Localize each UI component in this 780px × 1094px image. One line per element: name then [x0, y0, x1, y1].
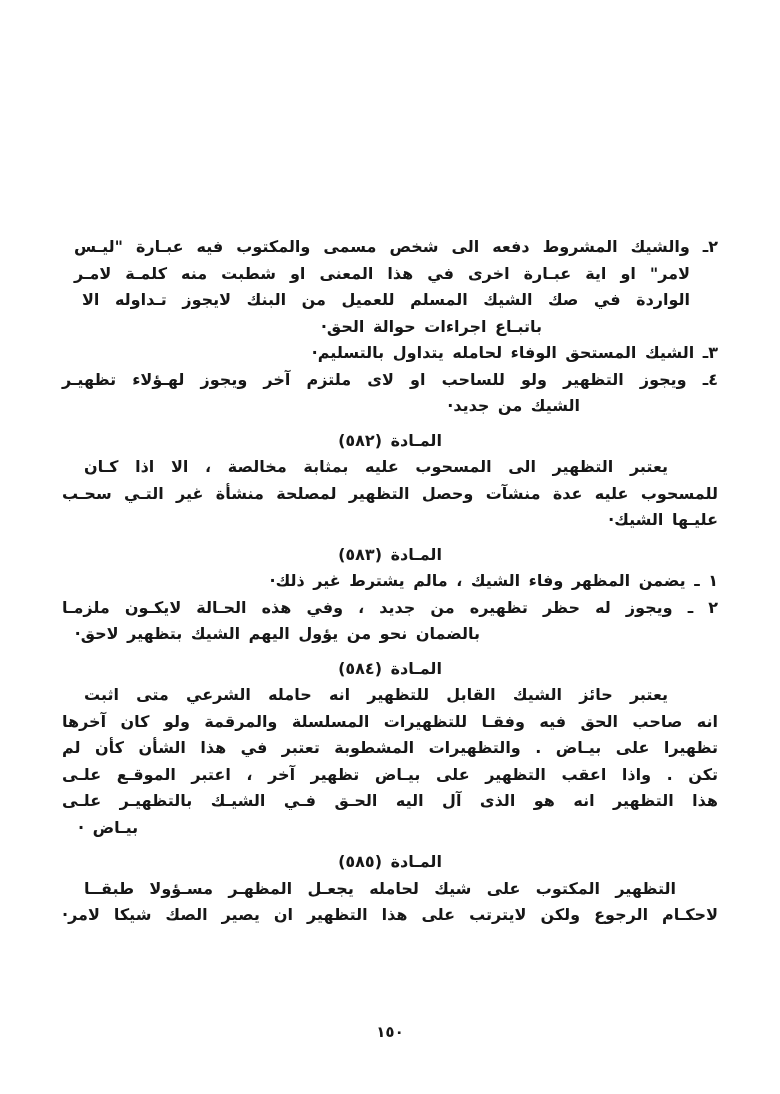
text-line: عليـها الشيك·	[608, 510, 718, 529]
text-line: ٣ـ الشيك المستحق الوفاء لحامله يتداول بالتسليم·	[311, 343, 718, 362]
text-line: تظهيرا على بيـاض . والتظهيرات المشطوبة تعتبر في هذا الشأن كأن لم	[62, 738, 718, 757]
text-line: ٤ـ ويجوز التظهير ولو للساحب او لاى ملتزم آخر ويجوز لهـؤلاء تظهيـر	[62, 369, 718, 389]
article-583-body	[62, 568, 718, 648]
text-line: التظهير المكتوب على شيك لحامله يجعـل المظهـر مسـؤولا طبقــا	[84, 878, 676, 898]
article-585-body	[62, 876, 718, 929]
text-line: بالضمان نحو من يؤول اليهم الشيك بتظهير لاحق·	[74, 624, 480, 643]
article-582-heading: المـادة (٥٨٢)	[338, 430, 442, 450]
text-line: لامر" او اية عبـارة اخرى في هذا المعنى او شطبت منه كلمـة لامـر	[74, 263, 690, 283]
text-line: ١ ـ يضمن المظهر وفاء الشيك ، مالم يشترط غير ذلك·	[269, 571, 718, 590]
text-line: باتبـاع اجراءات حوالة الحق·	[320, 316, 542, 336]
text-line: ٢ ـ ويجوز له حظر تظهيره من جديد ، وفي هذه الحـالة لايكـون ملزمـا	[62, 597, 718, 617]
text-line: بيـاض ·	[78, 817, 139, 837]
article-584-heading: المـادة (٥٨٤)	[338, 658, 442, 678]
article-582-body	[62, 454, 718, 534]
article-584-body	[62, 682, 718, 841]
text-line: الواردة في صك الشيك المسلم للعميل من البنك لايجوز تـداوله الا	[82, 290, 690, 309]
text-line: الشيك من جديد·	[447, 396, 580, 415]
text-line: يعتبر حائز الشيك القابل للتظهير انه حامله الشرعي متى اثبت	[84, 685, 668, 704]
document-content	[62, 234, 718, 929]
article-585-heading: المـادة (٥٨٥)	[338, 852, 442, 871]
text-line: ٢ـ والشيك المشروط دفعه الى شخص مسمى والمكتوب فيه عبـارة "ليـس	[74, 237, 718, 256]
text-line: انه صاحب الحق فيه وفقـا للتظهيرات المسلسلة والمرقمة ولو كان آخرها	[62, 711, 718, 731]
page-number: ١٥٠	[376, 1023, 404, 1041]
text-line: هذا التظهير انه هو الذى آل اليه الحـق فـي الشيـك بالتظهيـر علـى	[62, 791, 718, 810]
text-line: لاحكـام الرجوع ولكن لايترتب على هذا التظهير ان يصير الصك شيكا لامر·	[62, 905, 718, 924]
text-line: تكن . واذا اعقب التظهير على بيـاض تظهير آخر ، اعتبر الموقـع علـى	[62, 764, 718, 784]
article-581-continuation-items	[62, 234, 718, 420]
text-line: للمسحوب عليه عدة منشآت وحصل التظهير لمصلحة منشأة غير التـي سحـب	[62, 483, 718, 503]
article-583-heading: المـادة (٥٨٣)	[338, 544, 442, 564]
text-line: يعتبر التظهير الى المسحوب عليه بمثابة مخالصة ، الا اذا كـان	[84, 457, 668, 476]
